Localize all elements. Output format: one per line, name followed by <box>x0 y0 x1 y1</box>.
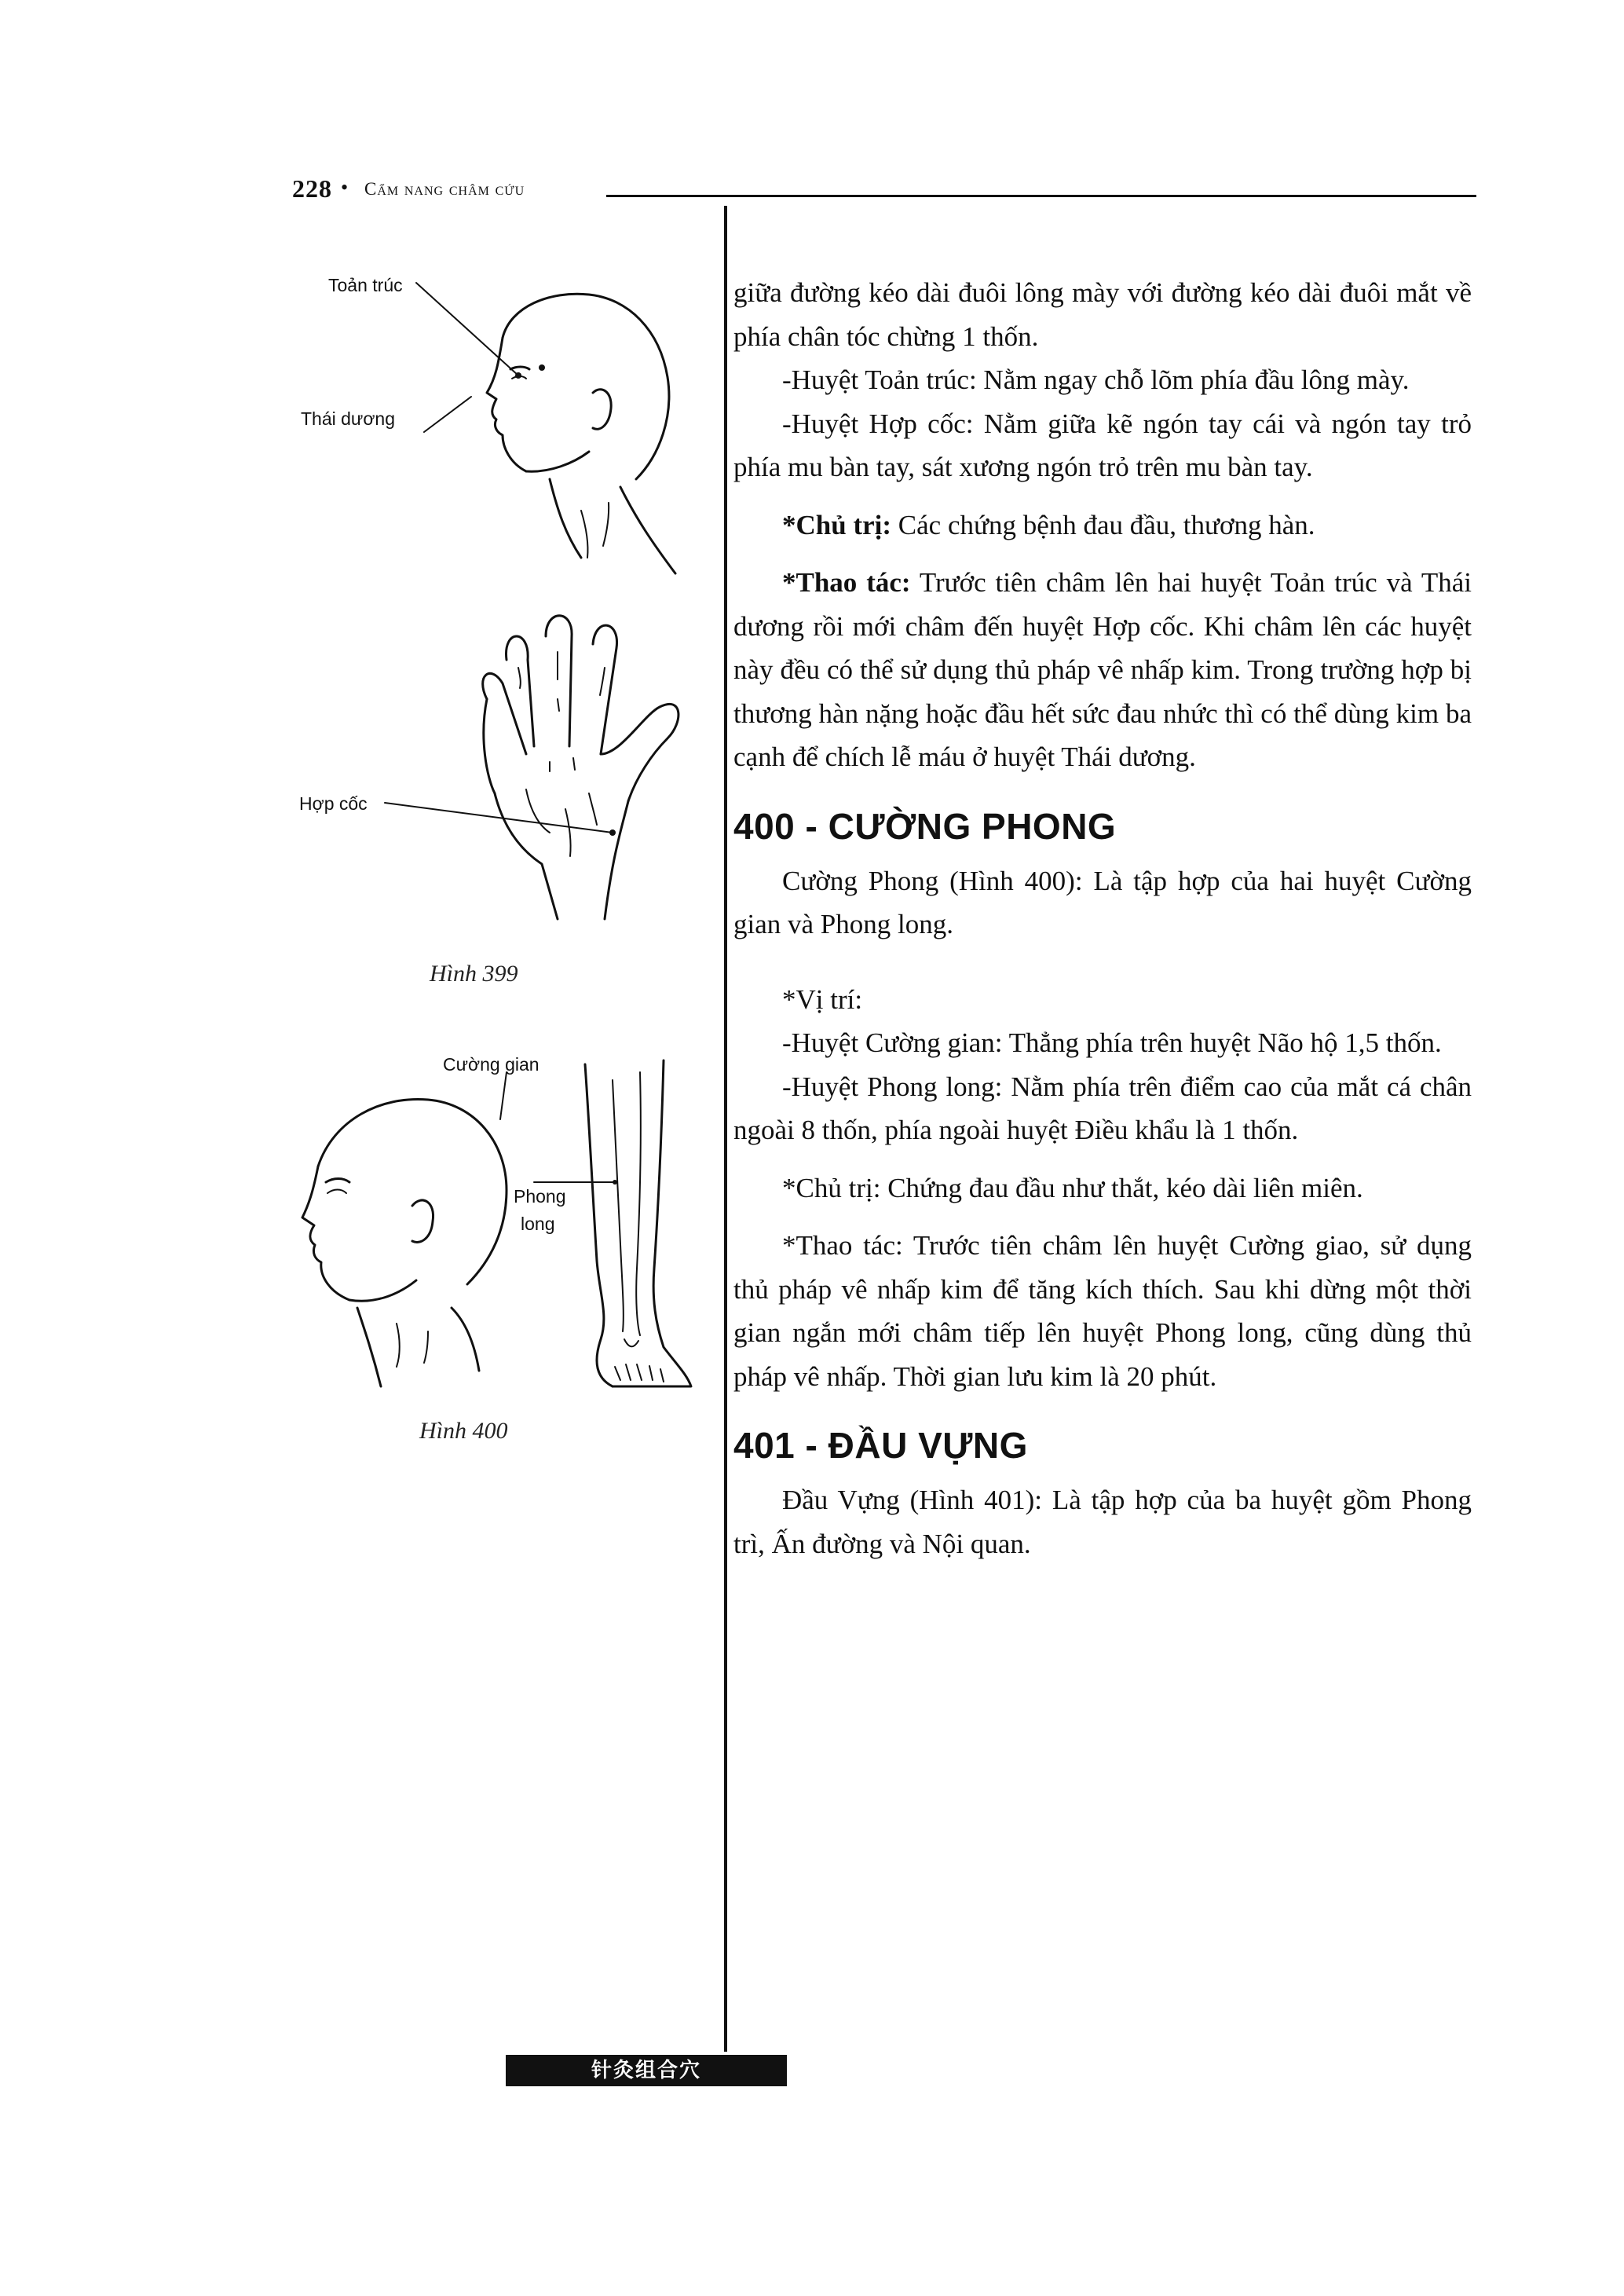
term-label: *Chủ trị: <box>782 509 892 540</box>
paragraph <box>733 561 1472 779</box>
term-text: Trước tiên châm lên huyệt Cường giao, sử dụng thủ pháp vê nhấp kim để tăng kích thích. Sau khi dừng một thời gian ngắn mới châm tiếp lên huyệt Phong long, cũng dùng thủ pháp vê nhấp. Thời gian lưu kim là 20 phút. <box>733 1230 1472 1392</box>
term-label: *Thao tác: <box>782 1230 903 1261</box>
label-cuong-gian: Cường gian <box>443 1054 540 1075</box>
head-profile-illustration <box>424 275 683 589</box>
paragraph: -Huyệt Hợp cốc: Nằm giữa kẽ ngón tay cái và ngón tay trỏ phía mu bàn tay, sát xương ngón trỏ trên mu bàn tay. <box>733 408 1472 482</box>
term-text: Chứng đau đầu như thắt, kéo dài liên miên. <box>880 1172 1363 1203</box>
label-hop-coc: Hợp cốc <box>299 793 368 814</box>
section-heading-401: 401 - ĐẦU VỰNG <box>733 1425 1028 1466</box>
running-header <box>292 174 1476 206</box>
term-label: *Thao tác: <box>782 567 911 598</box>
label-toan-truc: Toản trúc <box>328 275 403 295</box>
paragraph <box>733 1224 1472 1398</box>
paragraph: Cường Phong (Hình 400): Là tập hợp của hai huyệt Cường gian và Phong long. <box>733 865 1472 939</box>
column-divider <box>724 206 727 2052</box>
label-thai-duong: Thái dương <box>301 408 395 429</box>
paragraph: -Huyệt Toản trúc: Nằm ngay chỗ lõm phía đầu lông mày. <box>782 364 1410 395</box>
paragraph: -Huyệt Phong long: Nằm phía trên điểm cao của mắt cá chân ngoài 8 thốn, phía ngoài huyệt Điều khẩu là 1 thốn. <box>733 1071 1472 1145</box>
paragraph <box>733 1166 1472 1210</box>
term-text: Các chứng bệnh đau đầu, thương hàn. <box>891 509 1315 540</box>
hand-illustration <box>432 621 691 927</box>
label-long: long <box>521 1214 555 1234</box>
paragraph <box>733 504 1472 547</box>
paragraph: giữa đường kéo dài đuôi lông mày với đường kéo dài đuôi mắt về phía chân tóc chừng 1 thốn. <box>733 277 1472 352</box>
paragraph: Đầu Vựng (Hình 401): Là tập hợp của ba huyệt gồm Phong trì, Ấn đường và Nội quan. <box>733 1485 1472 1559</box>
leg-illustration <box>577 1056 703 1402</box>
term-label: *Chủ trị: <box>782 1172 881 1203</box>
header-rule <box>606 195 1476 197</box>
page-number: 228 <box>292 174 332 203</box>
paragraph: *Vị trí: <box>782 983 863 1015</box>
figure-400-caption: Hình 400 <box>419 1418 508 1444</box>
body-text <box>733 271 1472 1565</box>
label-phong: Phong <box>514 1186 566 1207</box>
footer-chapter-tab: 针灸组合穴 <box>506 2055 787 2086</box>
running-title: Cẩm nang châm cứu <box>364 179 525 199</box>
term-text: Trước tiên châm lên hai huyệt Toản trúc và Thái dương rồi mới châm đến huyệt Hợp cốc. Khi châm lên các huyệt này đều có thể sử dụng thủ pháp vê nhấp kim. Trong trường hợp bị thương hàn nặng hoặc đầu hết sức đau nhức thì có thể dùng kim ba cạnh để chích lễ máu ở huyệt Thái dương. <box>733 567 1472 772</box>
figure-399-caption: Hình 399 <box>430 961 518 987</box>
header-bullet: • <box>341 176 349 199</box>
section-heading-400: 400 - CƯỜNG PHONG <box>733 805 1117 847</box>
head-side-illustration <box>271 1072 522 1386</box>
paragraph: -Huyệt Cường gian: Thẳng phía trên huyệt Não hộ 1,5 thốn. <box>782 1027 1442 1058</box>
